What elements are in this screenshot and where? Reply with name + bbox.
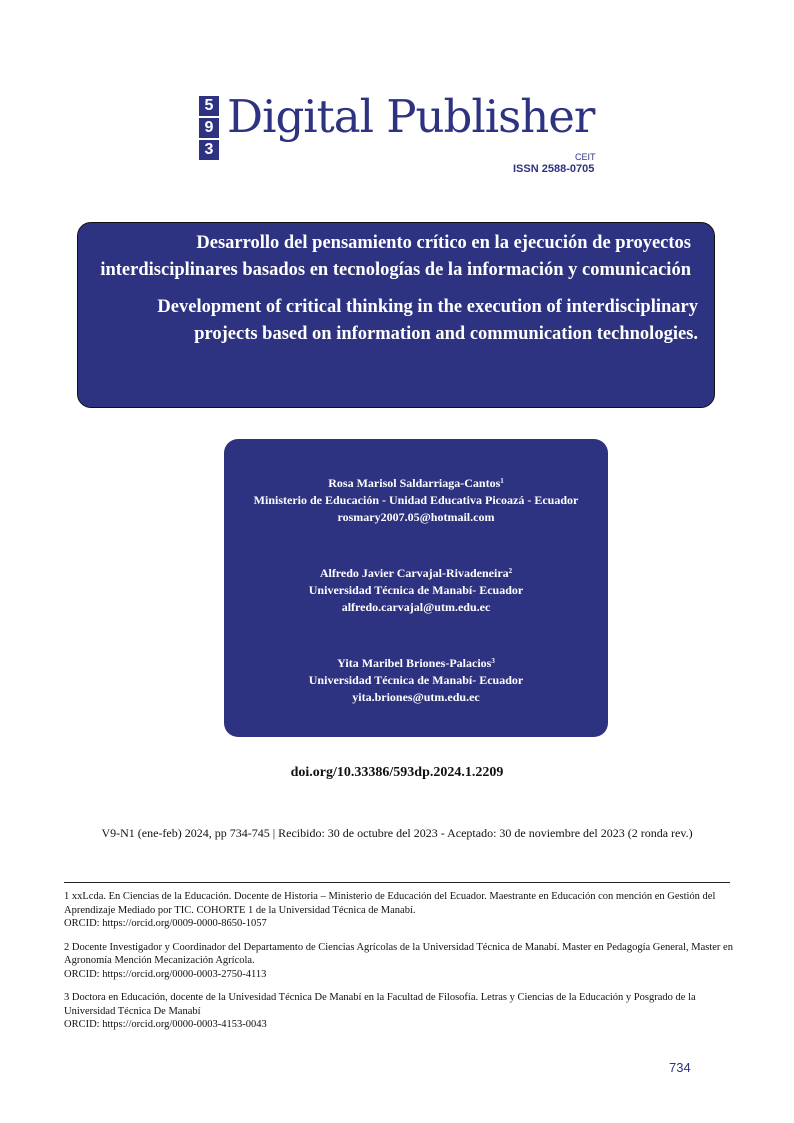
author-footnote-marker: 3: [491, 657, 495, 665]
author-email: yita.briones@utm.edu.ec: [352, 690, 480, 704]
authors-box: [224, 439, 608, 737]
footnote: [64, 991, 734, 1032]
logo-name: Digital Publisher: [227, 90, 595, 143]
footnote-divider: [64, 882, 730, 883]
page-number: 734: [669, 1060, 691, 1075]
footnote-text: 3 Doctora en Educación, docente de la Univesidad Técnica De Manabí en la Facultad de Filosofía. Letras y Ciencias de la Educación y Posgrado de la Universidad Técnica De Manabí: [64, 992, 696, 1017]
publication-dates: V9-N1 (ene-feb) 2024, pp 734-745 | Recibido: 30 de octubre del 2023 - Aceptado: 30 de noviembre del 2023 (2 ronda rev.): [101, 826, 693, 840]
author-footnote-marker: 1: [500, 477, 504, 485]
footnote: [64, 890, 734, 931]
logo-digit: 9: [199, 118, 219, 138]
title-english: Development of critical thinking in the execution of interdisciplinary projects based on information and communication technologies.: [157, 297, 698, 344]
author-block: [224, 475, 608, 526]
author-name: Rosa Marisol Saldarriaga-Cantos$^1$: [328, 476, 504, 490]
footnote-orcid[interactable]: ORCID: https://orcid.org/0000-0003-4153-0043: [64, 1019, 267, 1030]
author-email: alfredo.carvajal@utm.edu.ec: [341, 600, 491, 614]
author-affiliation: Universidad Técnica de Manabí- Ecuador: [308, 673, 524, 687]
journal-logo: [199, 90, 619, 180]
logo-digits: [199, 96, 219, 162]
title-spanish: Desarrollo del pensamiento crítico en la ejecución de proyectos interdisciplinares basados en tecnologías de la información y comunicación: [100, 233, 691, 280]
footnotes: [64, 890, 734, 1042]
author-name: Yita Maribel Briones-Palacios$^3$: [337, 656, 495, 670]
logo-issn: ISSN 2588-0705: [513, 163, 595, 175]
footnote-orcid[interactable]: ORCID: https://orcid.org/0000-0003-2750-4113: [64, 968, 267, 980]
footnote-orcid[interactable]: ORCID: https://orcid.org/0009-0000-8650-1057: [64, 918, 267, 929]
footnote-text: 1 xxLcda. En Ciencias de la Educación. Docente de Historia – Ministerio de Educación del Ecuador. Maestrante en Educación con mención en Gestión del Aprendizaje Mediado por TIC. COHORTE 1 de la Universidad Técnica de Manabí.: [64, 891, 716, 916]
author-block: [224, 565, 608, 616]
author-email: rosmary2007.05@hotmail.com: [337, 510, 495, 524]
author-affiliation: Ministerio de Educación - Unidad Educativa Picoazá - Ecuador: [253, 493, 579, 507]
title-box: [77, 222, 715, 408]
author-affiliation: Universidad Técnica de Manabí- Ecuador: [308, 583, 524, 597]
doi-link[interactable]: doi.org/10.33386/593dp.2024.1.2209: [290, 765, 504, 780]
author-footnote-marker: 2: [508, 567, 513, 575]
footnote: [64, 941, 734, 982]
logo-digit: 3: [199, 140, 219, 160]
author-name: Alfredo Javier Carvajal-Rivadeneira$^2$: [319, 566, 513, 580]
logo-ceit: CEIT: [575, 152, 596, 162]
logo-digit: 5: [199, 96, 219, 116]
author-block: [224, 655, 608, 706]
footnote-text: 2 Docente Investigador y Coordinador del Departamento de Ciencias Agrícolas de la Universidad Técnica de Manabí. Master en Pedagogía General, Master en Agronomía Mención Mecanización Agrícola.: [64, 941, 733, 966]
